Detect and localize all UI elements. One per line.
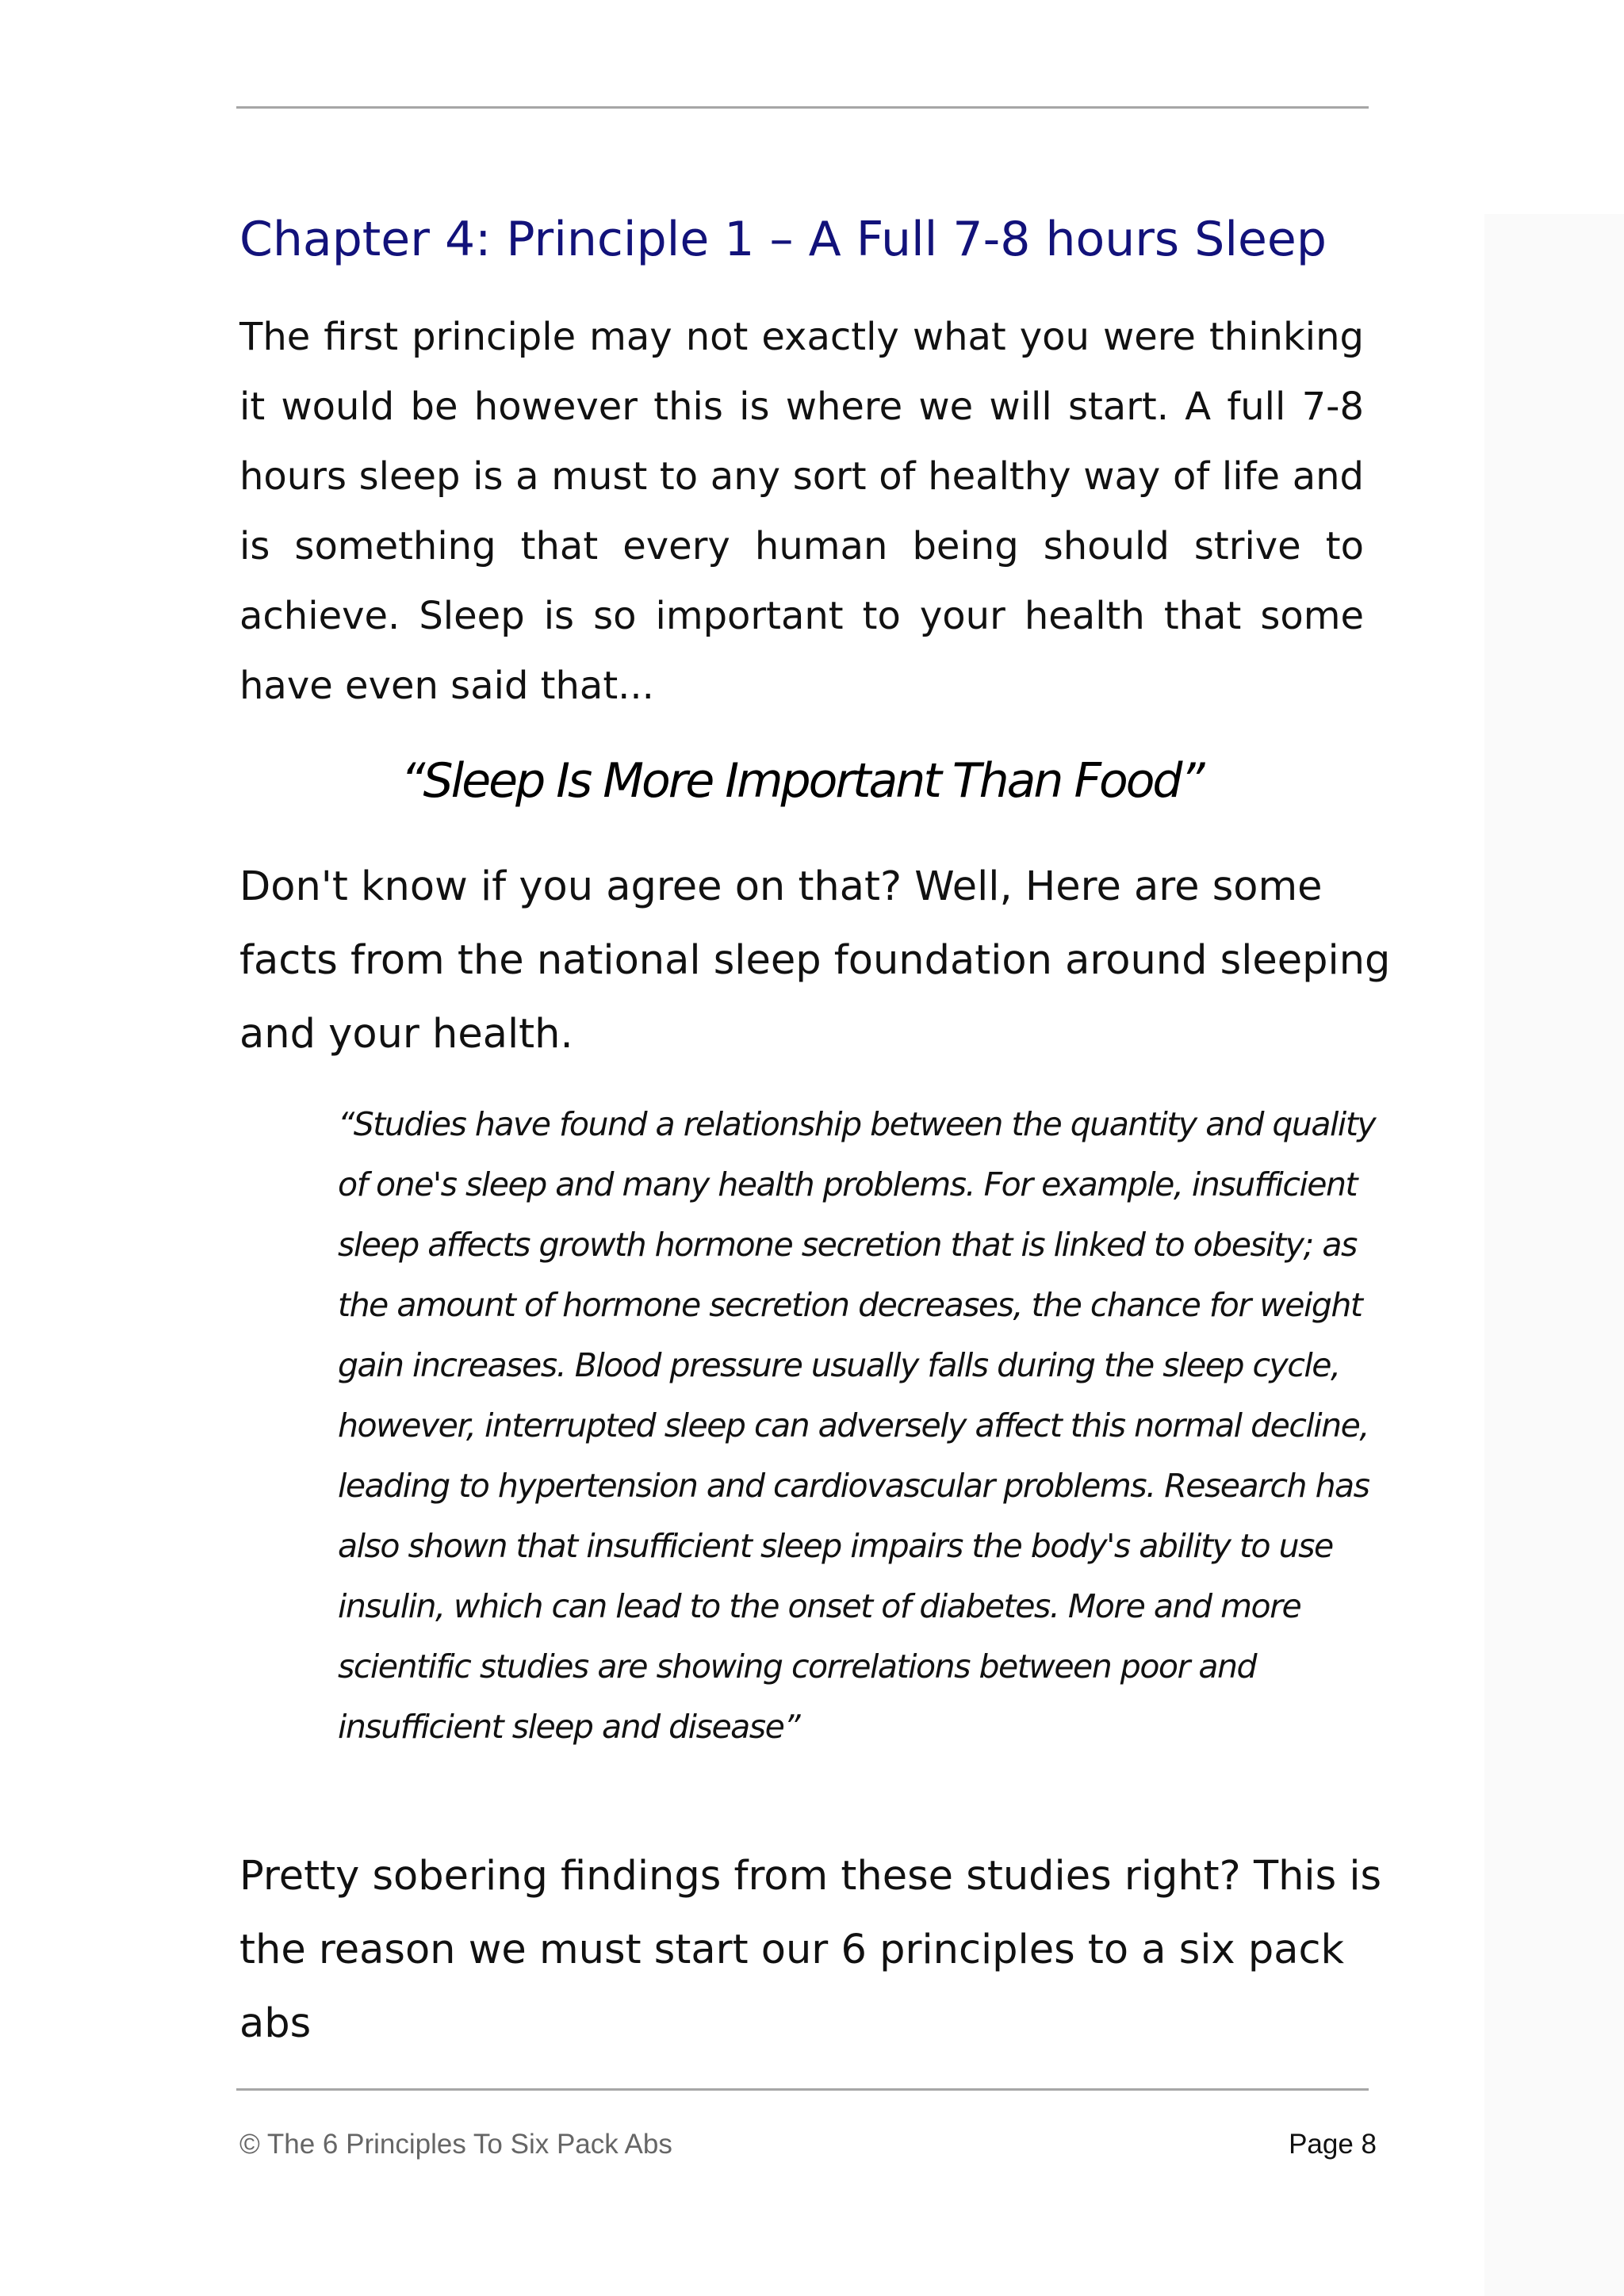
footer-page-number: Page 8 <box>1289 2129 1377 2160</box>
footer-rule <box>236 2088 1369 2091</box>
pull-quote: “Sleep Is More Important Than Food” <box>400 753 1203 809</box>
footer-copyright: © The 6 Principles To Six Pack Abs <box>239 2129 672 2160</box>
intro-paragraph: The first principle may not exactly what you were thinking it would be however this is where we will start. A full 7-8 hours sleep is a must to any sort of healthy way of life and is something that every human being should strive to achieve. Sleep is so important to your health that some have even said that... <box>239 315 1364 708</box>
block-quote: “Studies have found a relationship between the quantity and quality of one's sleep and many health problems. For example, insufficient sleep affects growth hormone secretion that is linked to obesity; as the amount of hormone secretion decreases, the chance for weight gain increases. Blood pressure usually falls during the sleep cycle, however, interrupted sleep can adversely affect this normal decline, leading to hypertension and cardiovascular problems. Research has also shown that insufficient sleep impairs the body's ability to use insulin, which can lead to the onset of diabetes. More and more scientific studies are showing correlations between poor and insufficient sleep and disease” <box>338 1105 1376 1746</box>
body-paragraph-2: Pretty sobering findings from these studies right? This is the reason we must start our 6 principles to a six pack abs <box>239 1853 1382 2047</box>
header-rule <box>236 106 1369 109</box>
page-edge-shade <box>1484 214 1624 2296</box>
body-paragraph-1: Don't know if you agree on that? Well, Here are some facts from the national sleep foundation around sleeping and your health. <box>239 863 1391 1058</box>
chapter-title: Chapter 4: Principle 1 – A Full 7-8 hours Sleep <box>239 212 1327 267</box>
